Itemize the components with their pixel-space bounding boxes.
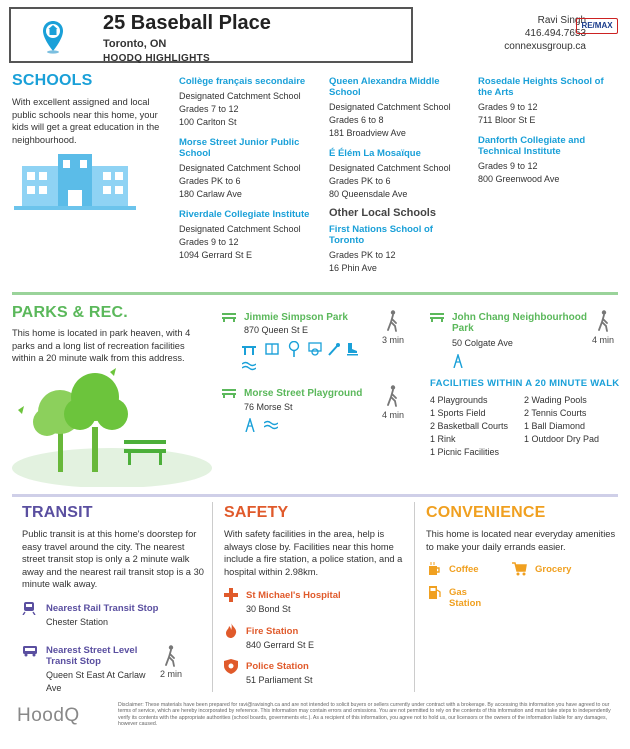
section-divider	[12, 494, 618, 497]
transit-title: TRANSIT	[22, 504, 93, 521]
school-danforth	[478, 135, 618, 186]
park-name: John Chang Neighbourhood Park	[452, 312, 587, 334]
school-grades: Grades PK to 6	[179, 176, 241, 186]
report-subtitle: HOODQ HIGHLIGHTS	[103, 53, 211, 64]
facility-item: 1 Outdoor Dry Pad	[524, 434, 600, 444]
parks-title-b: & REC.	[67, 304, 128, 321]
school-name: Riverdale Collegiate Institute	[179, 209, 310, 220]
bus-icon	[22, 645, 38, 657]
facility-item: 1 Rink	[430, 434, 456, 444]
school-address: 800 Greenwood Ave	[478, 174, 560, 184]
transit-description: Public transit is at this home's doorstep for easy travel around the city. The nearest street transit stop is only a 2 minute walk away and the nearest rail transit stop is a 30 minute walk away.	[22, 529, 204, 589]
facility-item: 2 Wading Pools	[524, 395, 587, 405]
playground-icon	[452, 354, 464, 368]
park-name: Morse Street Playground	[244, 388, 363, 399]
school-type: Designated Catchment School	[329, 163, 451, 173]
tennis-icon	[288, 341, 300, 357]
property-address: 25 Baseball Place	[103, 12, 271, 34]
police-station-name: Police Station	[246, 661, 309, 672]
walk-time: 2 min	[159, 669, 182, 679]
facilities-left-list	[430, 394, 508, 459]
school-type: Designated Catchment School	[179, 91, 301, 101]
street-stop-name: Queen St East At Carlaw Ave	[46, 670, 146, 693]
park-address: 870 Queen St E	[244, 325, 309, 335]
school-name: Danforth Collegiate and Technical Institute	[478, 135, 586, 157]
police-badge-icon	[224, 659, 238, 674]
school-name: Morse Street Junior Public School	[179, 137, 300, 159]
playground-icon	[244, 418, 256, 432]
fire-station-name: Fire Station	[246, 626, 299, 637]
facility-item: 1 Ball Diamond	[524, 421, 586, 431]
school-rosedale-heights	[478, 76, 618, 127]
wading-pool-icon	[242, 361, 256, 371]
parks-title-a: PARKS	[12, 304, 68, 321]
hoodq-logo: HoodQ	[17, 705, 80, 726]
safety-description: With safety facilities in the area, help is always close by. Facilities near this home include a fire station, a police station, and a hospital within 2.98km.	[224, 529, 403, 577]
park-bench-icon	[222, 312, 236, 322]
fire-icon	[225, 623, 237, 638]
school-grades: Grades PK to 12	[329, 250, 396, 260]
agent-info	[486, 14, 586, 53]
gas-station-icon	[428, 585, 441, 599]
baseball-icon	[328, 342, 340, 356]
wading-pool-icon	[264, 420, 278, 430]
parks-title	[12, 304, 128, 322]
school-address: 16 Phin Ave	[329, 263, 377, 273]
section-divider	[12, 292, 618, 295]
facilities-title: FACILITIES WITHIN A 20 MINUTE WALK	[430, 378, 620, 389]
coffee-icon	[428, 562, 441, 576]
facility-item: 4 Playgrounds	[430, 395, 488, 405]
school-address: 180 Carlaw Ave	[179, 189, 242, 199]
school-la-mosaique	[329, 148, 469, 201]
gas-station-label: Gas Station	[449, 587, 482, 609]
agent-site: connexusgroup.ca	[504, 41, 586, 52]
brokerage-logo: RE/MAX	[576, 18, 618, 34]
skate-icon	[345, 342, 359, 356]
facility-item: 1 Picnic Facilities	[430, 447, 500, 457]
school-name: Collège français secondaire	[179, 76, 306, 87]
park-bench-icon	[430, 312, 444, 322]
walk-time: 4 min	[591, 335, 614, 345]
school-type: Designated Catchment School	[179, 163, 301, 173]
hospital-name: St Michael's Hospital	[246, 590, 341, 601]
other-schools-heading: Other Local Schools	[329, 207, 436, 219]
walk-time: 3 min	[381, 335, 404, 345]
walking-icon	[164, 645, 178, 667]
grocery-label: Grocery	[535, 564, 572, 575]
rail-stop-heading: Nearest Rail Transit Stop	[46, 603, 159, 614]
park-bench-icon	[222, 388, 236, 398]
facility-item: 2 Tennis Courts	[524, 408, 587, 418]
police-station-address: 51 Parliament St	[246, 675, 313, 685]
walk-time: 4 min	[381, 410, 404, 420]
park-name: Jimmie Simpson Park	[244, 312, 348, 323]
fire-station-address: 840 Gerrard St E	[246, 640, 315, 650]
park-address: 50 Colgate Ave	[452, 338, 513, 348]
schools-title: SCHOOLS	[12, 72, 93, 89]
sports-field-icon	[265, 342, 279, 356]
school-grades: Grades 9 to 12	[478, 161, 538, 171]
walking-icon	[386, 310, 400, 332]
location-pin-icon	[42, 20, 64, 54]
picnic-table-icon	[242, 343, 256, 355]
coffee-label: Coffee	[449, 564, 479, 575]
walking-icon	[386, 385, 400, 407]
street-stop-heading: Nearest Street Level Transit Stop	[46, 645, 138, 667]
school-address: 1094 Gerrard St E	[179, 250, 253, 260]
school-grades: Grades 9 to 12	[478, 102, 538, 112]
school-riverdale	[179, 209, 319, 262]
school-name: É Élém La Mosaïque	[329, 148, 421, 159]
school-grades: Grades 9 to 12	[179, 237, 239, 247]
facility-item: 2 Basketball Courts	[430, 421, 509, 431]
column-divider	[414, 502, 415, 692]
train-icon	[22, 601, 36, 615]
school-address: 80 Queensdale Ave	[329, 189, 408, 199]
rail-stop-name: Chester Station	[46, 617, 109, 627]
school-morse-street	[179, 137, 319, 201]
agent-name: Ravi Singh	[537, 15, 586, 26]
property-city: Toronto, ON	[103, 38, 167, 50]
school-type: Designated Catchment School	[179, 224, 301, 234]
school-name: Rosedale Heights School of the Arts	[478, 76, 604, 98]
school-address: 100 Carlton St	[179, 117, 237, 127]
school-college-francais	[179, 76, 319, 129]
safety-title: SAFETY	[224, 504, 289, 521]
school-first-nations	[329, 224, 439, 275]
convenience-title: CONVENIENCE	[426, 504, 546, 521]
grocery-cart-icon	[512, 562, 527, 576]
hospital-cross-icon	[224, 588, 238, 602]
hospital-address: 30 Bond St	[246, 604, 291, 614]
parks-description: This home is located in park heaven, with 4 parks and a long list of recreation facilities within a 20 minute walk from this address.	[12, 328, 191, 363]
school-address: 181 Broadview Ave	[329, 128, 406, 138]
schools-description: With excellent assigned and local public schools near this home, your kids will get a great education in the neighbourhood.	[12, 97, 160, 145]
basketball-icon	[308, 342, 322, 356]
convenience-description: This home is located near everyday amenities to make your daily errands easier.	[426, 529, 616, 552]
agent-phone: 416.494.7653	[524, 28, 586, 39]
school-name: First Nations School of Toronto	[329, 224, 433, 246]
park-illustration	[12, 362, 212, 487]
school-grades: Grades PK to 6	[329, 176, 391, 186]
school-type: Designated Catchment School	[329, 102, 451, 112]
facility-item: 1 Sports Field	[430, 408, 486, 418]
school-building-icon	[14, 152, 136, 210]
facilities-right-list	[524, 394, 599, 446]
school-grades: Grades 6 to 8	[329, 115, 384, 125]
school-name: Queen Alexandra Middle School	[329, 76, 440, 98]
column-divider	[212, 502, 213, 692]
walking-icon	[597, 310, 611, 332]
school-queen-alexandra	[329, 76, 469, 140]
school-grades: Grades 7 to 12	[179, 104, 239, 114]
school-address: 711 Bloor St E	[478, 115, 536, 125]
park-facility-icons	[242, 341, 352, 359]
disclaimer-text: Disclaimer: These materials have been prepared for ravi@ravisingh.ca and are not intended to solicit buyers or sellers currently under contract with a brokerage. By accessing this information you have agreed to our terms of service, which are hereby incorporated by reference. This information may contain errors and omissions. You are not permitted to rely on the contents of this information and must take steps to independently verify its contents with the appropriate authorities (school boards, governments etc.). As a recipient of this information, you agree not to hold us, our licensors or the owners of the information liable for any damages, however caused.	[118, 702, 611, 728]
park-address: 76 Morse St	[244, 402, 293, 412]
